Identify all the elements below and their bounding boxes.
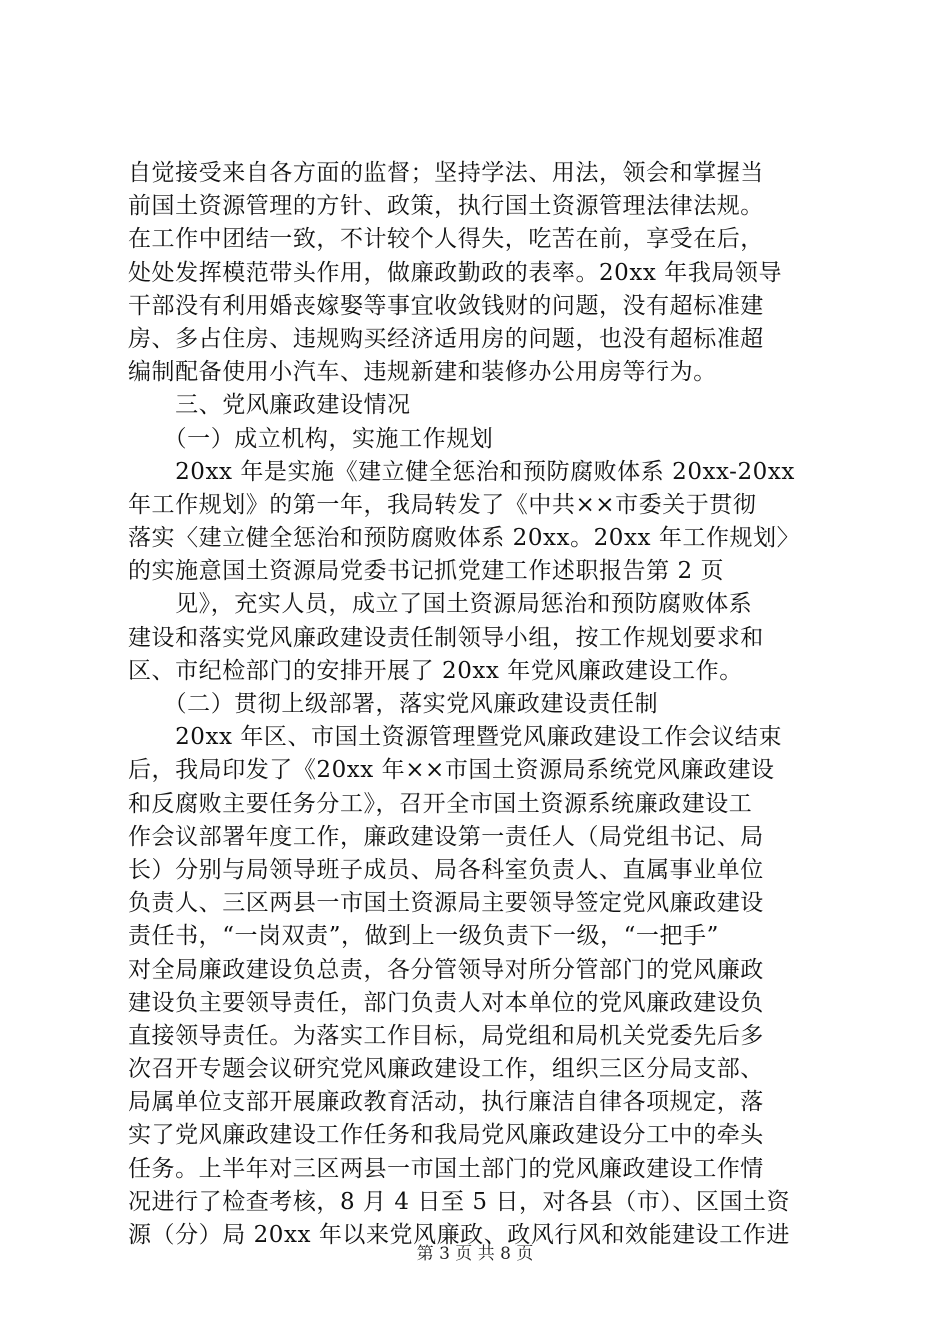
text-line: 局属单位支部开展廉政教育活动，执行廉洁自律各项规定，落 [128, 1089, 764, 1116]
text-line: 次召开专题会议研究党风廉政建设工作，组织三区分局支部、 [128, 1056, 764, 1083]
text-line: 负责人、三区两县一市国土资源局主要领导签定党风廉政建设 [128, 890, 764, 917]
text-line: 后，我局印发了《20xx 年××市国土资源局系统党风廉政建设 [128, 757, 775, 784]
text-line: 见》，充实人员，成立了国土资源局惩治和预防腐败体系 [128, 591, 753, 618]
text-line: 和反腐败主要任务分工》，召开全市国土资源系统廉政建设工 [128, 790, 753, 817]
text-line: 前国土资源管理的方针、政策，执行国土资源管理法律法规。 [128, 193, 764, 220]
text-line: 自觉接受来自各方面的监督；坚持学法、用法，领会和掌握当 [128, 160, 764, 186]
text-line: 况进行了检查考核，8 月 4 日至 5 日，对各县（市）、区国土资 [128, 1188, 791, 1215]
text-line: 处处发挥模范带头作用，做廉政勤政的表率。20xx 年我局领导 [128, 259, 783, 286]
text-line: 在工作中团结一致，不计较个人得失，吃苦在前，享受在后， [128, 226, 764, 253]
text-line: 建设和落实党风廉政建设责任制领导小组，按工作规划要求和 [128, 624, 764, 651]
text-line: 的实施意国土资源局党委书记抓党建工作述职报告第 2 页 [128, 558, 725, 585]
text-line: 直接领导责任。为落实工作目标，局党组和局机关党委先后多 [128, 1022, 764, 1049]
subsection-heading: （二）贯彻上级部署，落实党风廉政建设责任制 [128, 691, 659, 717]
body-text [128, 157, 828, 1252]
text-line: 年工作规划》的第一年，我局转发了《中共××市委关于贯彻 [128, 491, 757, 518]
text-line: 20xx 年区、市国土资源管理暨党风廉政建设工作会议结束 [128, 724, 783, 751]
text-line: 建设负主要领导责任，部门负责人对本单位的党风廉政建设负 [128, 989, 764, 1016]
text-line: 实了党风廉政建设工作任务和我局党风廉政建设分工中的牵头 [128, 1122, 764, 1149]
text-line: 责任书，“一岗双责”，做到上一级负责下一级，“一把手” [128, 923, 719, 950]
section-heading: 三、党风廉政建设情况 [128, 392, 411, 419]
page-footer: 第 3 页 共 8 页 [416, 1244, 534, 1264]
text-line: 长）分别与局领导班子成员、局各科室负责人、直属事业单位 [128, 856, 764, 883]
text-line: 房、多占住房、违规购买经济适用房的问题，也没有超标准超 [128, 325, 764, 352]
text-line: 落实〈建立健全惩治和预防腐败体系 20xx。20xx 年工作规划〉 [128, 525, 801, 552]
text-line: 区、市纪检部门的安排开展了 20xx 年党风廉政建设工作。 [128, 657, 743, 684]
text-line: 源（分）局 20xx 年以来党风廉政、政风行风和效能建设工作进 [128, 1222, 790, 1248]
text-line: 作会议部署年度工作，廉政建设第一责任人（局党组书记、局 [128, 823, 764, 850]
text-line: 对全局廉政建设负总责，各分管领导对所分管部门的党风廉政 [128, 956, 764, 983]
text-line: 干部没有利用婚丧嫁娶等事宜收敛钱财的问题，没有超标准建 [128, 292, 764, 319]
text-line: 任务。上半年对三区两县一市国土部门的党风廉政建设工作情 [128, 1155, 764, 1182]
subsection-heading: （一）成立机构，实施工作规划 [128, 425, 494, 452]
text-line: 编制配备使用小汽车、违规新建和装修办公用房等行为。 [128, 359, 717, 386]
text-line: 20xx 年是实施《建立健全惩治和预防腐败体系 20xx-20xx [128, 458, 795, 485]
